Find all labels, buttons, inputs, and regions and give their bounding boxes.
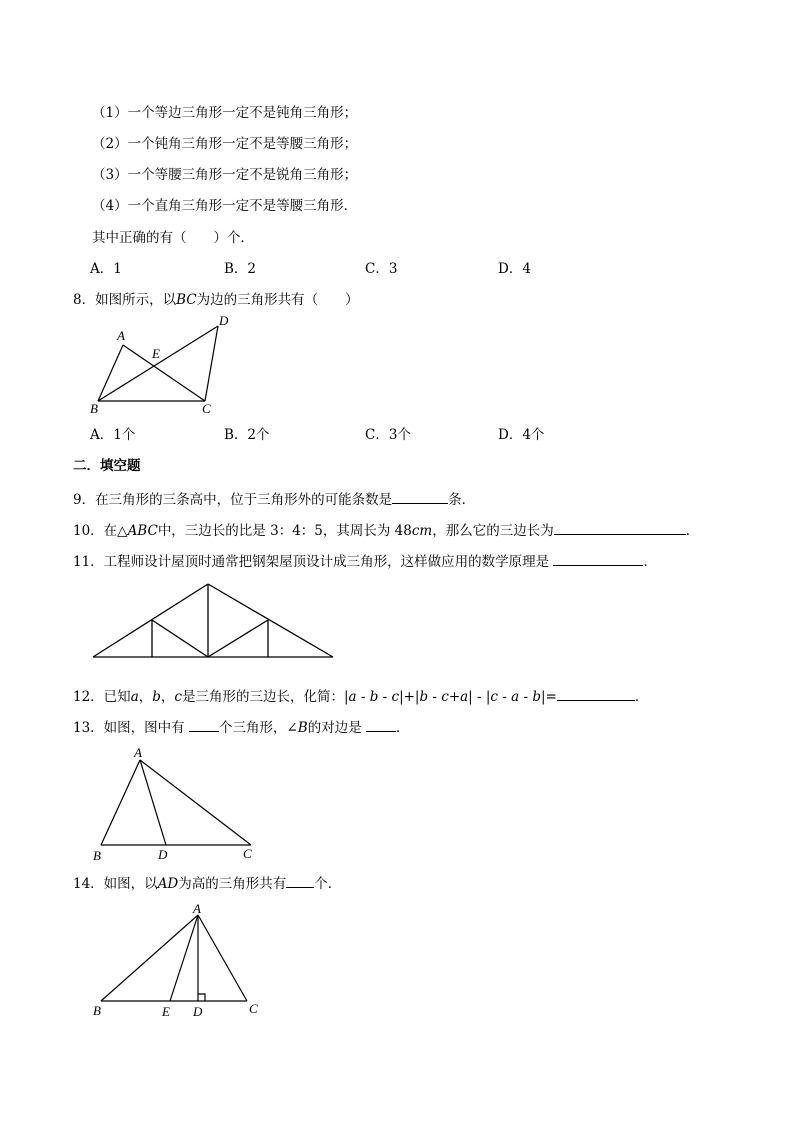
q8-label-e: E	[152, 346, 160, 361]
q12-var-a: a	[130, 689, 139, 705]
q8-var-bc: BC	[176, 292, 197, 308]
q10-part-3: ，那么它的三边长为	[432, 523, 554, 539]
q13-part-2: 个三角形，∠	[218, 720, 298, 736]
q13-var-b: B	[297, 720, 308, 736]
q10-part-1: 10．在△	[73, 523, 128, 539]
q10-part-2: 中，三边长的比是 3：4：5，其周长为 48	[157, 523, 412, 539]
q14-part-2: 为高的三角形共有	[178, 876, 287, 892]
q8-option-c: C．3个	[365, 427, 411, 443]
q14-label-d: D	[193, 1004, 203, 1019]
section-title-fill-in: 二．填空题	[73, 458, 141, 474]
q8-option-a: A．1个	[90, 427, 136, 443]
q7-statement-2: （2）一个钝角三角形一定不是等腰三角形；	[92, 136, 358, 152]
q13-label-b: B	[93, 848, 101, 863]
q11-end: ．	[643, 554, 657, 570]
q14-part-3: 个．	[314, 876, 342, 892]
q7-option-b: B．2	[224, 261, 257, 277]
q7-statement-3: （3）一个等腰三角形一定不是锐角三角形；	[92, 167, 358, 183]
q13-label-d: D	[158, 847, 168, 862]
q7-question: 其中正确的有（ ）个．	[92, 230, 254, 246]
q9-suffix: 条．	[448, 492, 476, 508]
q7-option-d: D．4	[498, 261, 531, 277]
q8-prefix: 8．如图所示，以	[73, 292, 177, 308]
q12-var-c: c	[174, 689, 182, 705]
q12-expression: a - b - c|+|b - c+a| - |c - a - b|	[348, 689, 546, 705]
q12-sep-2: ，	[160, 689, 175, 705]
q13-label-a: A	[134, 745, 142, 760]
q14-label-a: A	[193, 901, 201, 916]
q8-option-b: B．2个	[224, 427, 270, 443]
q8-label-c: C	[202, 401, 211, 416]
q13-label-c: C	[243, 846, 252, 861]
q12-equals: =	[545, 689, 557, 705]
q7-option-a: A．1	[90, 261, 122, 277]
q11-text: 11．工程师设计屋顶时通常把钢架屋顶设计成三角形，这样做应用的数学原理是	[73, 554, 550, 570]
q7-option-c: C．3	[365, 261, 398, 277]
q13-part-3: 的对边是	[307, 720, 362, 736]
q8-label-d: D	[219, 313, 229, 328]
q14-label-e: E	[162, 1004, 170, 1019]
q12-end: ．	[634, 689, 649, 705]
q10-var-abc: ABC	[127, 523, 158, 539]
q12-part-1: 12．已知	[73, 689, 131, 705]
q13-part-1: 13．如图，图中有	[73, 720, 185, 736]
q8-label-b: B	[90, 401, 98, 416]
q14-segment-ac	[198, 915, 247, 1001]
q8-label-a: A	[117, 328, 125, 343]
q7-statement-4: （4）一个直角三角形一定不是等腰三角形．	[92, 198, 358, 214]
q12-part-2: 是三角形的三边长，化简：|	[181, 689, 349, 705]
q7-statement-1: （1）一个等边三角形一定不是钝角三角形；	[92, 105, 358, 121]
q8-option-d: D．4个	[498, 427, 545, 443]
q14-part-1: 14．如图，以	[73, 876, 158, 892]
q10-unit: cm	[411, 523, 433, 539]
q12-sep-1: ，	[138, 689, 153, 705]
q14-label-c: C	[249, 1001, 258, 1016]
q9-prefix: 9．在三角形的三条高中，位于三角形外的可能条数是	[73, 492, 393, 508]
q14-var-ad: AD	[157, 876, 179, 892]
q14-label-b: B	[93, 1003, 101, 1018]
q13-end: ．	[396, 720, 410, 736]
q10-end: ．	[685, 523, 700, 539]
q14-right-angle-mark	[198, 994, 205, 1001]
q8-suffix: 为边的三角形共有（ ）	[196, 292, 359, 308]
q12-var-b: b	[152, 689, 161, 705]
